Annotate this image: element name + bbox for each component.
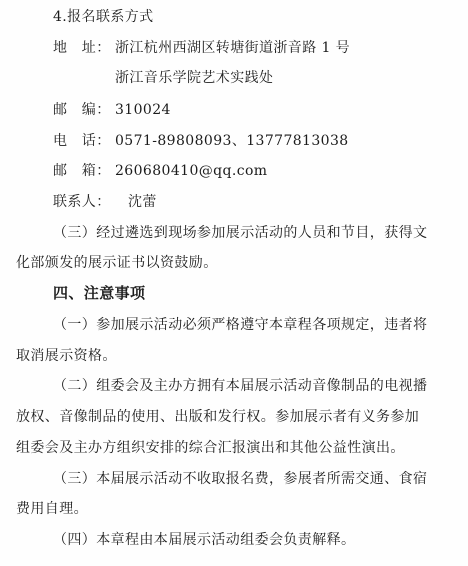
address-label: 地 址：: [53, 40, 111, 56]
phone-value: 0571-89808093、13777813038: [115, 133, 349, 149]
contact-person-value: 沈蕾: [128, 194, 157, 210]
contact-person-label: 联系人：: [53, 194, 111, 210]
notice-2-line-2: 放权、音像制品的使用、出版和发行权。参加展示者有义务参加: [16, 409, 420, 425]
notice-2-line-3: 组委会及主办方组织安排的综合汇报演出和其他公益性演出。: [16, 440, 405, 456]
address-line-2: 浙江音乐学院艺术实践处: [115, 70, 274, 86]
notice-1-line-1: （一）参加展示活动必须严格遵守本章程各项规定，违者将: [53, 317, 428, 333]
notice-2-line-1: （二）组委会及主办方拥有本届展示活动音像制品的电视播: [53, 378, 428, 394]
notice-3-line-1: （三）本届展示活动不收取报名费，参展者所需交通、食宿: [53, 471, 428, 487]
clause-3-line-2: 化部颁发的展示证书以资鼓励。: [16, 255, 218, 271]
postcode-value: 310024: [115, 102, 171, 118]
notice-1-line-2: 取消展示资格。: [16, 348, 117, 364]
phone-label: 电 话：: [53, 133, 111, 149]
postcode-label: 邮 编：: [53, 102, 111, 118]
clause-3-line-1: （三）经过遴选到现场参加展示活动的人员和节目，获得文: [53, 225, 428, 241]
email-label: 邮 箱：: [53, 163, 111, 179]
contact-heading: 4.报名联系方式: [53, 9, 154, 25]
address-line-1: 浙江杭州西湖区转塘街道浙音路 1 号: [115, 40, 351, 56]
section-4-heading: 四、注意事项: [53, 284, 146, 302]
email-value: 260680410@qq.com: [115, 163, 268, 179]
notice-3-line-2: 费用自理。: [16, 501, 88, 517]
notice-4-line-1: （四）本章程由本届展示活动组委会负责解释。: [53, 532, 356, 548]
